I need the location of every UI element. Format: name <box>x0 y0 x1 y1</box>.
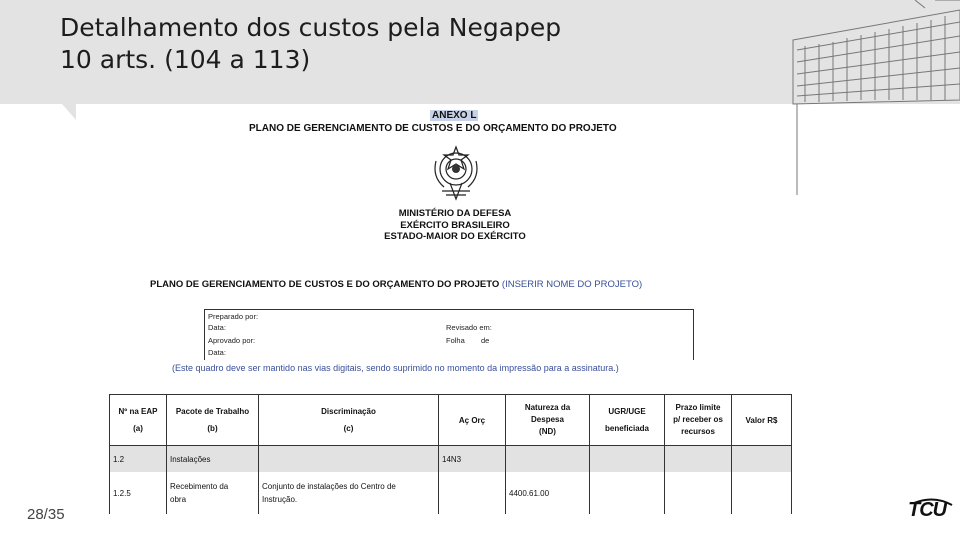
tcu-logo: TCU <box>908 499 947 521</box>
cell <box>732 446 792 473</box>
annex-label: ANEXO L <box>432 110 477 121</box>
slide-title: Detalhamento dos custos pela Negapep 10 arts. (104 a 113) <box>60 13 562 74</box>
plan-title-text: PLANO DE GERENCIAMENTO DE CUSTOS E DO ORÇAMENTO DO PROJETO <box>150 279 500 290</box>
org-line-1: MINISTÉRIO DA DEFESA <box>398 208 512 219</box>
cell <box>506 446 590 473</box>
organization-block <box>330 208 580 243</box>
header-deadline: Prazo limite p/ receber os recursos <box>665 395 732 446</box>
header-work-package: Pacote de Trabalho (b) <box>167 395 259 446</box>
cell: Recebimento da obra <box>167 472 259 514</box>
cell <box>732 472 792 514</box>
cell <box>259 446 439 473</box>
cell <box>590 446 665 473</box>
title-band-tab <box>62 104 76 120</box>
cell: Conjunto de instalações do Centro de Instrução. <box>259 472 439 514</box>
cell: Instalações <box>167 446 259 473</box>
date-label-2: Data: <box>208 348 226 357</box>
page-number: 28/35 <box>27 506 65 523</box>
cost-table <box>109 394 792 514</box>
reviewed-label: Revisado em: <box>446 323 492 332</box>
note-text: (Este quadro deve ser mantido nas vias digitais, sendo suprimido no momento da impressão para a assinatura.) <box>172 363 619 373</box>
preparation-box <box>204 309 694 360</box>
table-row <box>110 472 792 514</box>
date-label-1: Data: <box>208 323 226 332</box>
prepared-by-label: Preparado por: <box>208 312 259 321</box>
header-expense-nature: Natureza da Despesa (ND) <box>506 395 590 446</box>
building-illustration <box>785 0 960 195</box>
cell: 1.2 <box>110 446 167 473</box>
cell <box>590 472 665 514</box>
header-description: Discriminação (c) <box>259 395 439 446</box>
coat-of-arms-icon <box>428 143 484 203</box>
header-budget-action: Aç Orç <box>439 395 506 446</box>
org-line-2: EXÉRCITO BRASILEIRO <box>400 219 510 231</box>
cell: 4400.61.00 <box>506 472 590 514</box>
cell: 14N3 <box>439 446 506 473</box>
header-value: Valor R$ <box>732 395 792 446</box>
table-header-row <box>110 395 792 446</box>
cell <box>665 472 732 514</box>
cell <box>439 472 506 514</box>
document-heading: PLANO DE GERENCIAMENTO DE CUSTOS E DO ORÇAMENTO DO PROJETO <box>249 123 617 134</box>
cell: 1.2.5 <box>110 472 167 514</box>
org-line-3: ESTADO-MAIOR DO EXÉRCITO <box>384 231 526 242</box>
table-row <box>110 446 792 473</box>
sheet-label: Folha <box>446 336 465 345</box>
cell <box>665 446 732 473</box>
header-eap: Nº na EAP (a) <box>110 395 167 446</box>
header-ugr-uge: UGR/UGE beneficiada <box>590 395 665 446</box>
plan-title-placeholder: (INSERIR NOME DO PROJETO) <box>501 279 643 290</box>
of-label: de <box>481 336 490 345</box>
plan-title <box>150 279 642 290</box>
approved-by-label: Aprovado por: <box>208 336 256 345</box>
